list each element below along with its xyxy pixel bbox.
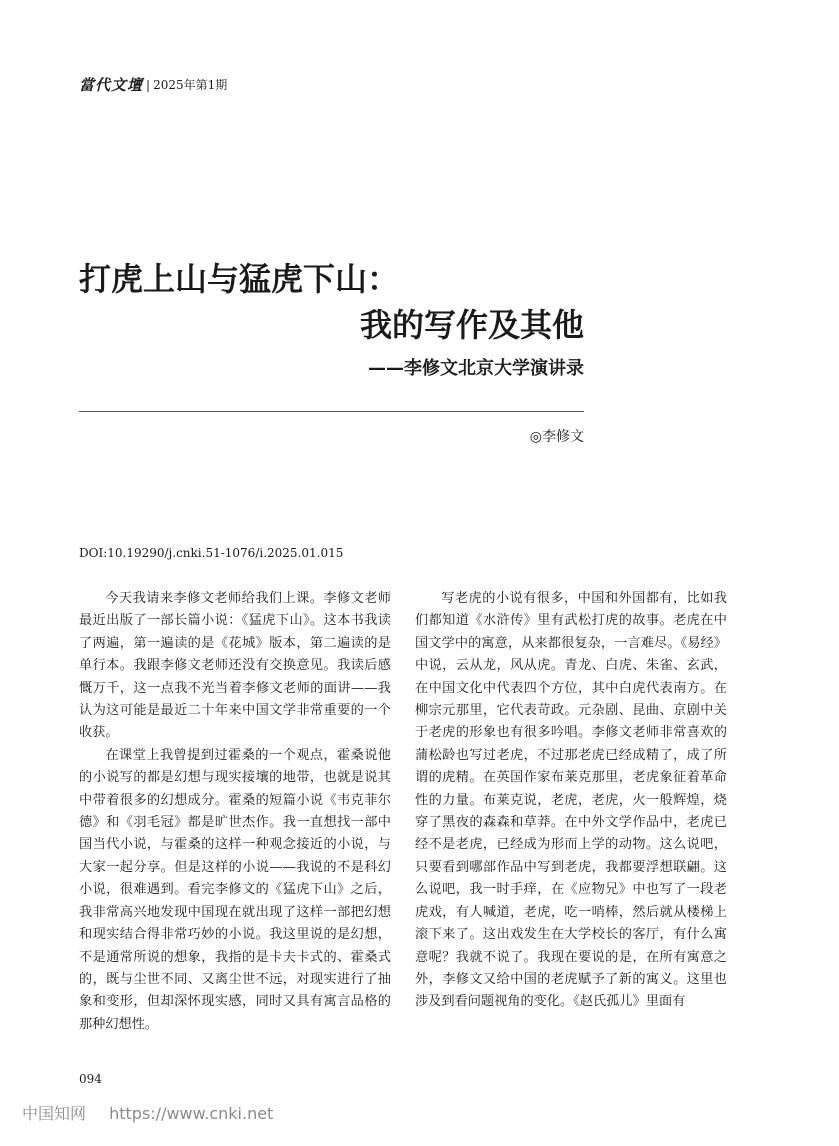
body-column-right [415,588,727,1014]
body-paragraph: 今天我请来李修文老师给我们上课。李修文老师最近出版了一部长篇小说：《猛虎下山》。这本书我读了两遍，第一遍读的是《花城》版本，第二遍读的是单行本。我跟李修文老师还没有交换意见。我读后感慨万千，这一点我不光当着李修文老师的面讲——我认为这可能是最近二十年来中国文学非常重要的一个收获。 [79,591,391,741]
watermark-brand: 中国知网 [22,1104,87,1123]
journal-logo: 當代文壇 [79,76,144,94]
article-title-line1: 打虎上山与猛虎下山： [79,260,400,298]
watermark-url[interactable]: https://www.cnki.net [109,1104,274,1123]
article-title-line2: 我的写作及其他 [359,306,584,344]
header-separator: | [146,77,151,92]
author-name: ◎李修文 [529,429,584,445]
cnki-watermark [22,1101,273,1124]
article-subtitle: ——李修文北京大学演讲录 [368,358,584,379]
doi-line[interactable]: DOI:10.19290/j.cnki.51-1076/i.2025.01.015 [79,546,344,560]
page-number: 094 [79,1072,102,1086]
running-header [79,74,227,95]
body-column-left [79,588,391,1036]
issue-label: 2025年第1期 [153,78,228,92]
body-paragraph: 在课堂上我曾提到过霍桑的一个观点，霍桑说他的小说写的都是幻想与现实接壤的地带，也就是说其中带着很多的幻想成分。霍桑的短篇小说《韦克菲尔德》和《羽毛冠》都是旷世杰作。我一直想找一部中国当代小说，与霍桑的这样一种观念接近的小说，与大家一起分享。但是这样的小说——我说的不是科幻小说，很难遇到。看完李修文的《猛虎下山》之后，我非常高兴地发现中国现在就出现了这样一部把幻想和现实结合得非常巧妙的小说。我这里说的是幻想，不是通常所说的想象，我指的是卡夫卡式的、霍桑式的，既与尘世不同、又离尘世不远，对现实进行了抽象和变形，但却深怀现实感，同时又具有寓言品格的那种幻想性。 [79,747,391,1032]
body-paragraph: 写老虎的小说有很多，中国和外国都有，比如我们都知道《水浒传》里有武松打虎的故事。老虎在中国文学中的寓意，从来都很复杂，一言难尽。《易经》中说，云从龙，风从虎。青龙、白虎、朱雀、玄武，在中国文化中代表四个方位，其中白虎代表南方。在柳宗元那里，它代表苛政。元杂剧、昆曲、京剧中关于老虎的形象也有很多吟唱。李修文老师非常喜欢的蒲松龄也写过老虎，不过那老虎已经成精了，成了所谓的虎精。在英国作家布莱克那里，老虎象征着革命性的力量。布莱克说，老虎，老虎，火一般辉煌，烧穿了黑夜的森森和草莽。在中外文学作品中，老虎已经不是老虎，已经成为形而上学的动物。这么说吧，只要看到哪部作品中写到老虎，我都要浮想联翩。这么说吧，我一时手痒，在《应物兄》中也写了一段老虎戏，有人喊道，老虎，吃一哨棒，然后就从楼梯上滚下来了。这出戏发生在大学校长的客厅，有什么寓意呢？我就不说了。我现在要说的是，在所有寓意之外，李修文又给中国的老虎赋予了新的寓义。这里也涉及到看问题视角的变化。《赵氏孤儿》里面有 [415,591,727,1010]
title-divider [79,411,584,412]
